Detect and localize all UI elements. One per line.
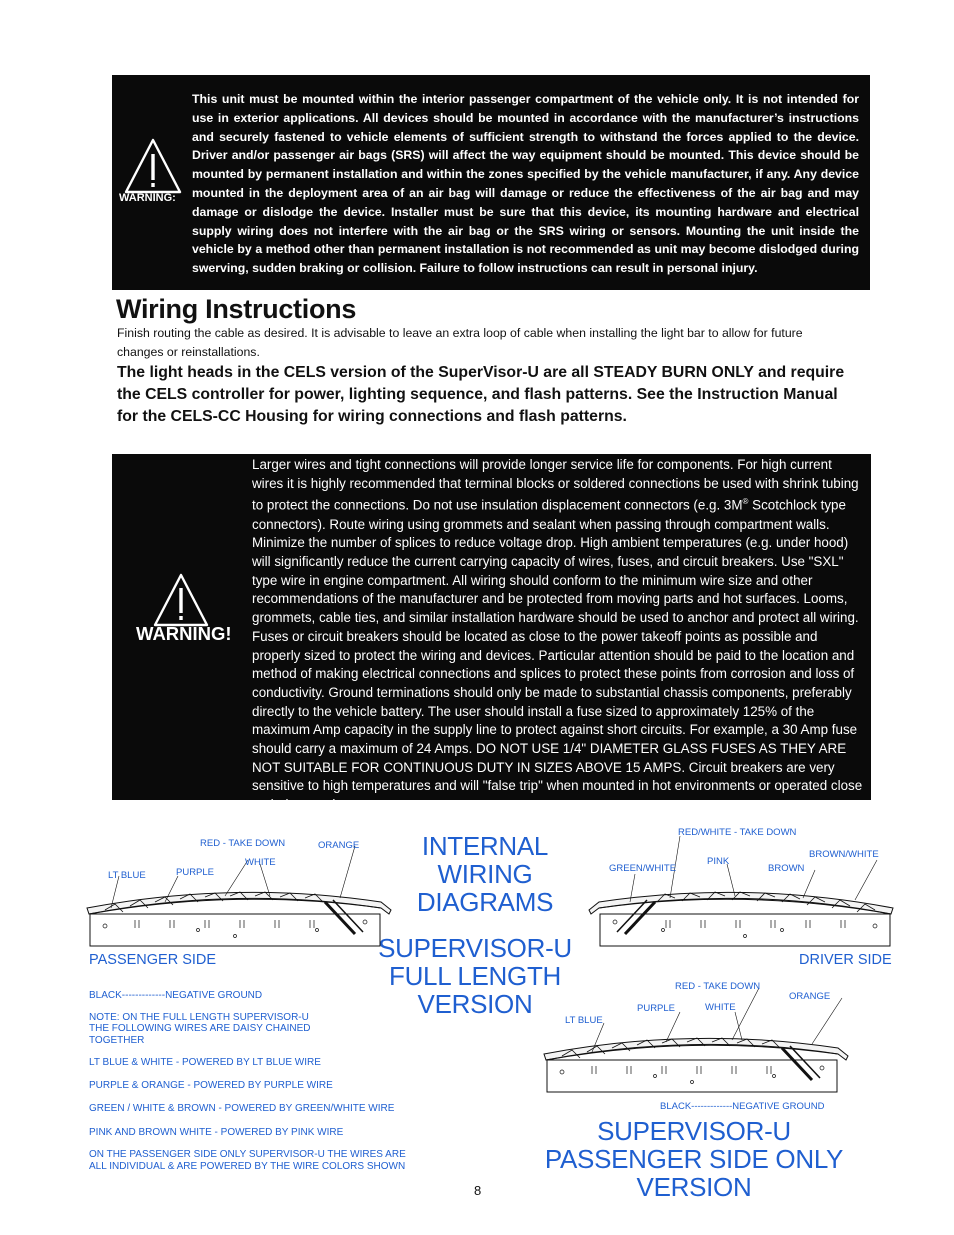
- passenger-only-title: [505, 1117, 883, 1201]
- wire-label-brown: BROWN: [768, 863, 805, 874]
- page-title: Wiring Instructions: [116, 294, 357, 324]
- wire-label-negative-ground: BLACK-------------NEGATIVE GROUND: [660, 1101, 825, 1112]
- title-line: SUPERVISOR-U: [378, 933, 572, 963]
- warning-triangle-icon: [152, 572, 210, 628]
- light-bar-passenger-drawing: [85, 872, 395, 952]
- warning-wiring-text-a: Larger wires and tight connections will provide longer service life for components. For high current wires it is highly recommended that terminal blocks or soldered connections be used with shrink tubing to protect the connections. Do not use insulation displacement connectors (e.g. 3M: [252, 457, 859, 513]
- driver-side-label: DRIVER SIDE: [799, 952, 892, 968]
- title-line: SUPERVISOR-U: [597, 1116, 791, 1146]
- note-item: PINK AND BROWN WHITE - POWERED BY PINK WIRE: [89, 1126, 344, 1138]
- wire-label-orange: ORANGE: [318, 840, 360, 851]
- wire-label-red-take-down: RED - TAKE DOWN: [200, 838, 286, 849]
- internal-wiring-title: [370, 832, 600, 916]
- wire-label-brown-white: BROWN/WHITE: [809, 849, 879, 860]
- warning-mounting-text: This unit must be mounted within the interior passenger compartment of the vehicle only. It is not intended for use in exterior applications. All devices should be mounted in accordance with the manufacturer’s instructions and securely fastened to vehicle elements of sufficient strength to withstand the forces applied to the device. Driver and/or passenger air bags (SRS) will affect the way equipment should be mounted. This device should be mounted by permanent installation and within the zones specified by the vehicle manufacturer, if any. Any device mounted in the deployment area of an air bag will damage or reduce the effectiveness of the air bag and may damage or dislodge the device. Installer must be sure that this device, its mounting hardware and electrical supply wiring does not interfere with the air bag or the SRS wiring or sensors. Mounting the unit inside the vehicle by a method other than permanent installation is not recommended as unit may become dislodged during swerving, sudden braking or collision. Failure to follow instructions can result in personal injury.: [192, 92, 859, 276]
- warning-box-wiring: [112, 454, 871, 813]
- light-bar-driver-drawing: [585, 872, 895, 952]
- passenger-side-label: PASSENGER SIDE: [89, 952, 217, 968]
- wire-label-red-take-down: RED - TAKE DOWN: [675, 981, 761, 992]
- wire-label-orange: ORANGE: [789, 991, 831, 1002]
- note-item: GREEN / WHITE & BROWN - POWERED BY GREEN/WHITE WIRE: [89, 1103, 395, 1114]
- warning-wiring-text: [252, 456, 866, 815]
- wire-label-lt-blue: LT BLUE: [108, 870, 146, 881]
- note-item: LT BLUE & WHITE - POWERED BY LT BLUE WIRE: [89, 1057, 321, 1068]
- wiring-notes: [89, 990, 419, 1172]
- title-line: FULL LENGTH VERSION: [389, 961, 561, 1019]
- wire-label-pink: PINK: [707, 856, 730, 867]
- warning-label: WARNING:: [119, 192, 176, 204]
- note-item: NOTE: ON THE FULL LENGTH SUPERVISOR-U THE FOLLOWING WIRES ARE DAISY CHAINED TOGETHER: [89, 1011, 311, 1046]
- note-item: PURPLE & ORANGE - POWERED BY PURPLE WIRE: [89, 1079, 333, 1091]
- warning-triangle-icon: [123, 137, 183, 195]
- title-line: WIRING DIAGRAMS: [416, 859, 554, 917]
- note-item: BLACK-------------NEGATIVE GROUND: [89, 990, 263, 1001]
- warning-wiring-text-b: Scotchlock type connectors). Route wiring using grommets and sealant when passing through compartment walls. Minimize the number of splices to reduce voltage drop. High ambient temperatures (e.g. under hood) will significantly reduce the current carrying capacity of wires, fuses, and circuit breakers. Use "SXL" type wire in engine compartment. All wiring should conform to the minimum wire size and other recommendations of the manufacturer and be protected from moving parts and hot surfaces. Looms, grommets, cable ties, and similar installation hardware should be used to anchor and protect all wiring. Fuses or circuit breakers should be located as close to the power takeoff points as possible and properly sized to protect the wiring and devices. Particular attention should be paid to the location and method of making electrical connections and splices to protect these points from corrosion and loss of conductivity. Ground terminations should only be made to substantial chassis components, preferably directly to the vehicle battery. The user should install a fuse sized to approximately 125% of the maximum Amp capacity in the supply line to protect against short circuits. For example, a 30 Amp fuse should carry a maximum of 24 Amps. DO NOT USE 1/4" DIAMETER GLASS FUSES AS THEY ARE NOT SUITABLE FOR CONTINUOUS DUTY IN SIZES ABOVE 15 AMPS. Circuit breakers are very sensitive to high temperatures and will "false trip" when mounted in hot environments or operated close to their capacity.: [252, 497, 863, 813]
- wire-label-white: WHITE: [705, 1002, 736, 1013]
- wire-label-green-white: GREEN/WHITE: [609, 863, 677, 874]
- registered-mark: ®: [742, 497, 749, 507]
- light-bar-passenger-only-drawing: [542, 1018, 852, 1098]
- wire-label-white: WHITE: [245, 857, 276, 868]
- warning-label: WARNING!: [136, 623, 232, 644]
- wire-label-purple: PURPLE: [637, 1003, 676, 1014]
- note-item: ON THE PASSENGER SIDE ONLY SUPERVISOR-U THE WIRES ARE ALL INDIVIDUAL & ARE POWERED BY THE WIRE COLORS SHOWN: [89, 1149, 406, 1172]
- warning-box-mounting: [112, 75, 870, 290]
- wiring-paragraph: Finish routing the cable as desired. It is advisable to leave an extra loop of cable when installing the light bar to allow for future changes or reinstallations.: [117, 326, 803, 359]
- title-line: PASSENGER SIDE ONLY VERSION: [544, 1144, 844, 1202]
- title-line: INTERNAL: [421, 831, 549, 861]
- page-number: 8: [474, 1183, 482, 1198]
- wire-label-red-white-take-down: RED/WHITE - TAKE DOWN: [678, 827, 797, 838]
- wire-label-purple: PURPLE: [176, 867, 215, 878]
- wiring-bold-paragraph: The light heads in the CELS version of the SuperVisor-U are all STEADY BURN ONLY and require the CELS controller for power, lighting sequence, and flash patterns. See the Instruction Manual for the CELS-CC Housing for wiring connections and flash patterns.: [117, 364, 845, 425]
- wire-label-lt-blue: LT BLUE: [565, 1015, 603, 1026]
